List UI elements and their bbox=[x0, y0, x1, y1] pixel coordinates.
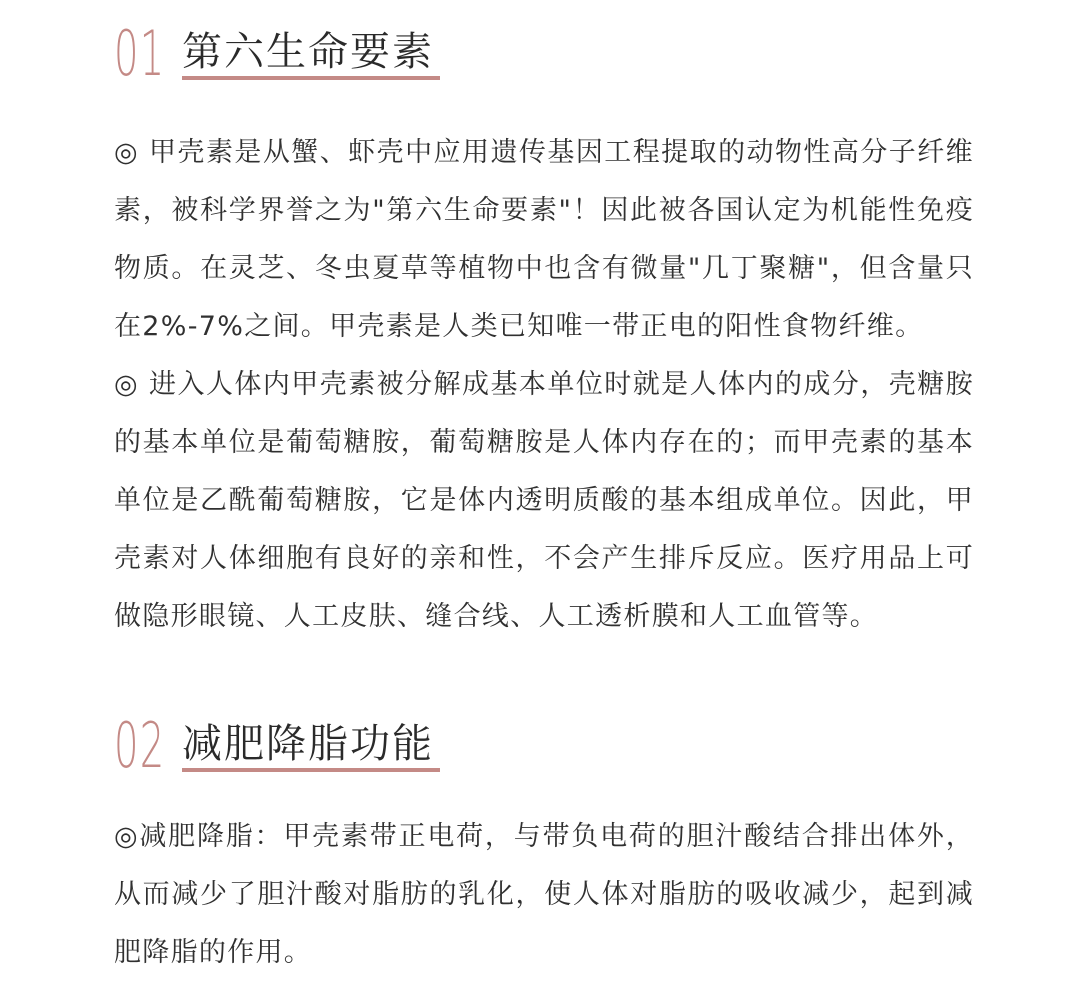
section-heading bbox=[114, 17, 974, 98]
section-body bbox=[114, 808, 974, 982]
section-sixth-life-element bbox=[114, 17, 974, 632]
section-heading bbox=[114, 709, 974, 790]
paragraph: ◎ 甲壳素是从蟹、虾壳中应用遗传基因工程提取的动物性高分子纤维素，被科学界誉之为"第六生命要素"！因此被各国认定为机能性免疫物质。在灵芝、冬虫夏草等植物中也含有微量"几丁聚糖"，但含量只在2%-7%之间。甲壳素是人类已知唯一带正电的阳性食物纤维。 bbox=[114, 137, 974, 342]
title-underline bbox=[182, 76, 440, 80]
section-body bbox=[114, 124, 974, 646]
section-number: 02 bbox=[114, 709, 166, 782]
section-title: 减肥降脂功能 bbox=[182, 721, 434, 767]
title-underline bbox=[182, 768, 440, 772]
section-title: 第六生命要素 bbox=[182, 29, 434, 75]
section-number: 01 bbox=[114, 17, 166, 90]
paragraph: ◎ 进入人体内甲壳素被分解成基本单位时就是人体内的成分，壳糖胺的基本单位是葡萄糖胺，葡萄糖胺是人体内存在的；而甲壳素的基本单位是乙酰葡萄糖胺，它是体内透明质酸的基本组成单位。因此，甲壳素对人体细胞有良好的亲和性，不会产生排斥反应。医疗用品上可做隐形眼镜、人工皮肤、缝合线、人工透析膜和人工血管等。 bbox=[114, 369, 974, 632]
section-weight-loss bbox=[114, 709, 974, 968]
paragraph: ◎减肥降脂：甲壳素带正电荷，与带负电荷的胆汁酸结合排出体外，从而减少了胆汁酸对脂肪的乳化，使人体对脂肪的吸收减少，起到减肥降脂的作用。 bbox=[114, 821, 974, 968]
